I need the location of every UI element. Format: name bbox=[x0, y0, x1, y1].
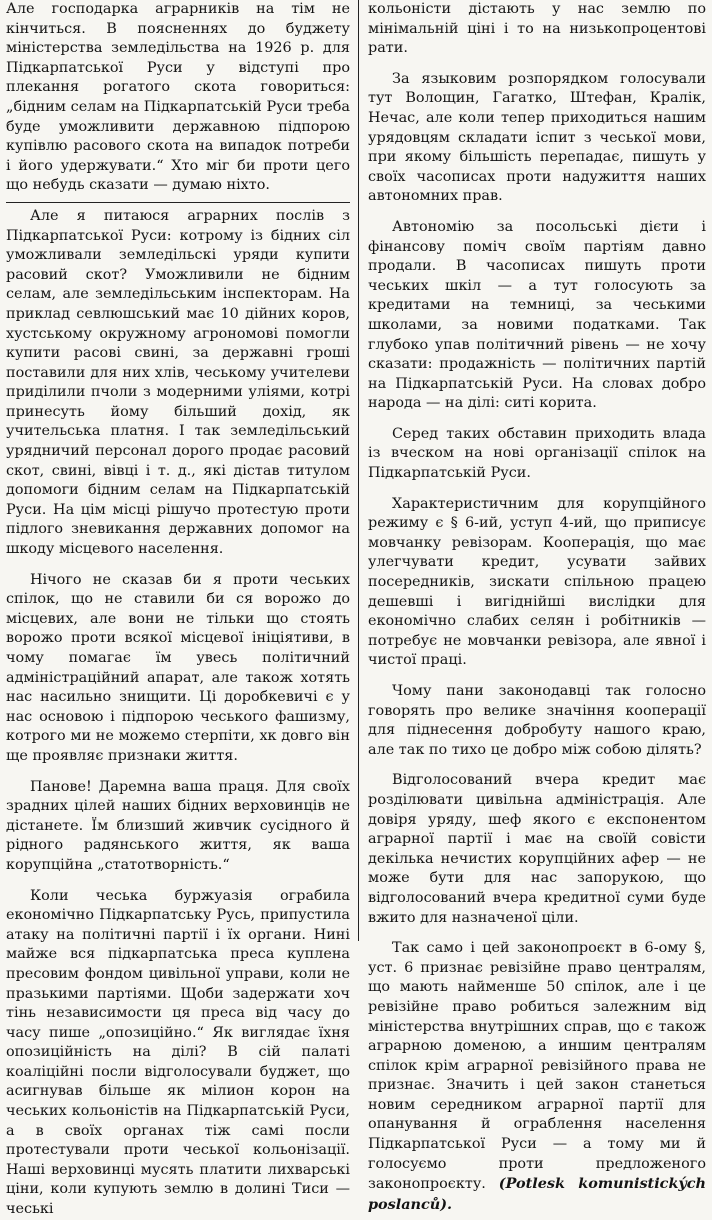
paragraph: Панове! Даремна ваша праця. Для своїх зрадних цілей наших бідних верховинців не дістанете. Їм близший живчик сусідного й рідного радянського життя, як ваша корупційна „статотворність.“ bbox=[6, 778, 350, 873]
left-column bbox=[6, 0, 354, 1218]
paragraph: кольоністи дістають у нас землю по мінімальній ціні і то на низькопроцентові рати. bbox=[368, 1, 706, 57]
paragraph: Але я питаюся аграрних послів з Підкарпатської Руси: котрому із бідних сіл уможливали земледільскі уряди купити расовий скот? Уможливили не бідним селам, але земледільським інспекторам. На приклад севлюшський має 10 дійних коров, хустському окружному агрономові помогли купити расові свині, за державні гроші поставили для них хлів, чеському учителеви приділили пчоли з модерними уліями, котрі принесуть йому більший дохід, як учительська платня. І так земледільський урядничий персонал дорого продає расовий скот, свині, вівці і т. д., які дістав титулом допомоги бідним селам на Підкарпатській Руси. На цім місці рішучо протестую проти підлого зневикання державних допомог на шкоду місцевого населення. bbox=[6, 202, 350, 560]
paragraph: Але господарка аграрників на тім не кінчиться. В поясненнях до буджету міністерства земледільства на 1926 р. для Підкарпатської Руси у відступі про плекання рогатого скота говориться: „бідним селам на Підкарпатській Руси треба буде уможливити державною підпорою купівлю расового скота на випадок потреби і його удержувати.“ Хто міг би проти цего що небудь сказати — думаю ніхто. bbox=[6, 1, 350, 194]
paragraph: Коли чеська буржуазія ограбила економічно Підкарпатську Русь, припустила атаку на політичні партії і їх органи. Нині майже вся підкарпатська преса куплена пресовим фондом цивільної управи, коли не празькими партіями. Щоби задержати хоч тінь независимости ця преса від часу до часу пише „опозиційно.“ Як виглядає їхня опозиційність на ділі? В сій палаті коаліційні посли відголосували буджет, що асигнував більше як мілион корон на чеських кольоністів на Підкарпатській Руси, а в своїх органах тіж самі посли протестували проти чеської кольонізації. Наші верховинці мусять платити лихварські ціни, коли купують землю в долині Тиси — чеські bbox=[6, 887, 350, 1218]
paragraph: Відголосований вчера кредит має розділювати цивільна адміністрація. Але довіря уряду, шеф якого є експонентом аграрної партії і має на своїй совісти декілька нечистих корупційних афер — не може бути для нас запорукою, що відголосований вчера кредитної суми буде вжито для назначеної ціли. bbox=[368, 772, 706, 926]
paragraph: Серед таких обставин приходить влада із вческом на нові організації спілок на Підкарпатській Руси. bbox=[368, 425, 706, 482]
paragraph: Нічого не сказав би я проти чеських спілок, що не ставили би ся ворожо до місцевих, але вони не тільки що стоять ворожо проти всякої місцевої ініціятиви, в чому помагає їм увесь політичний адміністраційний апарат, але також хотять нас насильно знищити. Ці доробкевичі є у нас основою і підпорою чеського фашизму, котрого ми не можемо стерпіти, хк довго він ще проявляє признаки життя. bbox=[6, 571, 350, 764]
right-column bbox=[364, 0, 706, 1213]
paragraph: Чому пани законодавці так голосно говорять про велике значіння кооперації для піднесення добробуту нашого краю, але так по тихо це добро між собою ділять? bbox=[368, 683, 706, 758]
column-divider bbox=[358, 0, 359, 941]
paragraph-text: Так само і цей законопроєкт в 6-ому §, уст. 6 признає ревізійне право централям, що мають найменше 50 спілок, але і це ревізійне право робиться залежним від міністерства внутрішних справ, що є також аграрною доменою, а иншим централям спілок крім аграрної ревізійного права не признає. Значить і цей закон станеться новим середником аграрної партії для опанування й ограблення населення Підкарпатської Руси — а тому ми й голосуємо проти предложеного законопроєкту. bbox=[368, 940, 706, 1193]
paragraph: Автономію за посольські дієти і фінансову поміч своїм партіям давно продали. В часописах пишуть проти чеських шкіл — а тут голосують за кредитами на темниці, за чеськими школами, за новими податками. Так глубоко упав політичний рівень — не хочу сказати: продажність — політичних партій на Підкарпатській Руси. На словах добро народа — на ділі: ситі корита. bbox=[368, 218, 706, 412]
paragraph: За языковим розпорядком голосували тут Волощин, Гагатко, Штефан, Кралік, Нечас, але коли тепер приходиться нашим урядовцям складати іспит з чеської мови, при якому більшість перепадає, пишуть у своїх часописах проти надужиття наших автономних прав. bbox=[368, 70, 706, 205]
paragraph-with-applause bbox=[368, 939, 706, 1215]
paragraph: Характеристичним для корупційного режиму є § 6-ий, уступ 4-ий, що приписує мовчанку ревізорам. Кооперація, що має улегчувати кредит, усувати зайвих посередників, зискати спільною працею дешевші і вигіднійші вислідки для економічно слабих селян і робітників — потребує не мовчанки ревізора, але явної і чистої праці. bbox=[368, 495, 706, 669]
applause-note: (Potlesk komunistických poslanců). bbox=[368, 1175, 706, 1213]
